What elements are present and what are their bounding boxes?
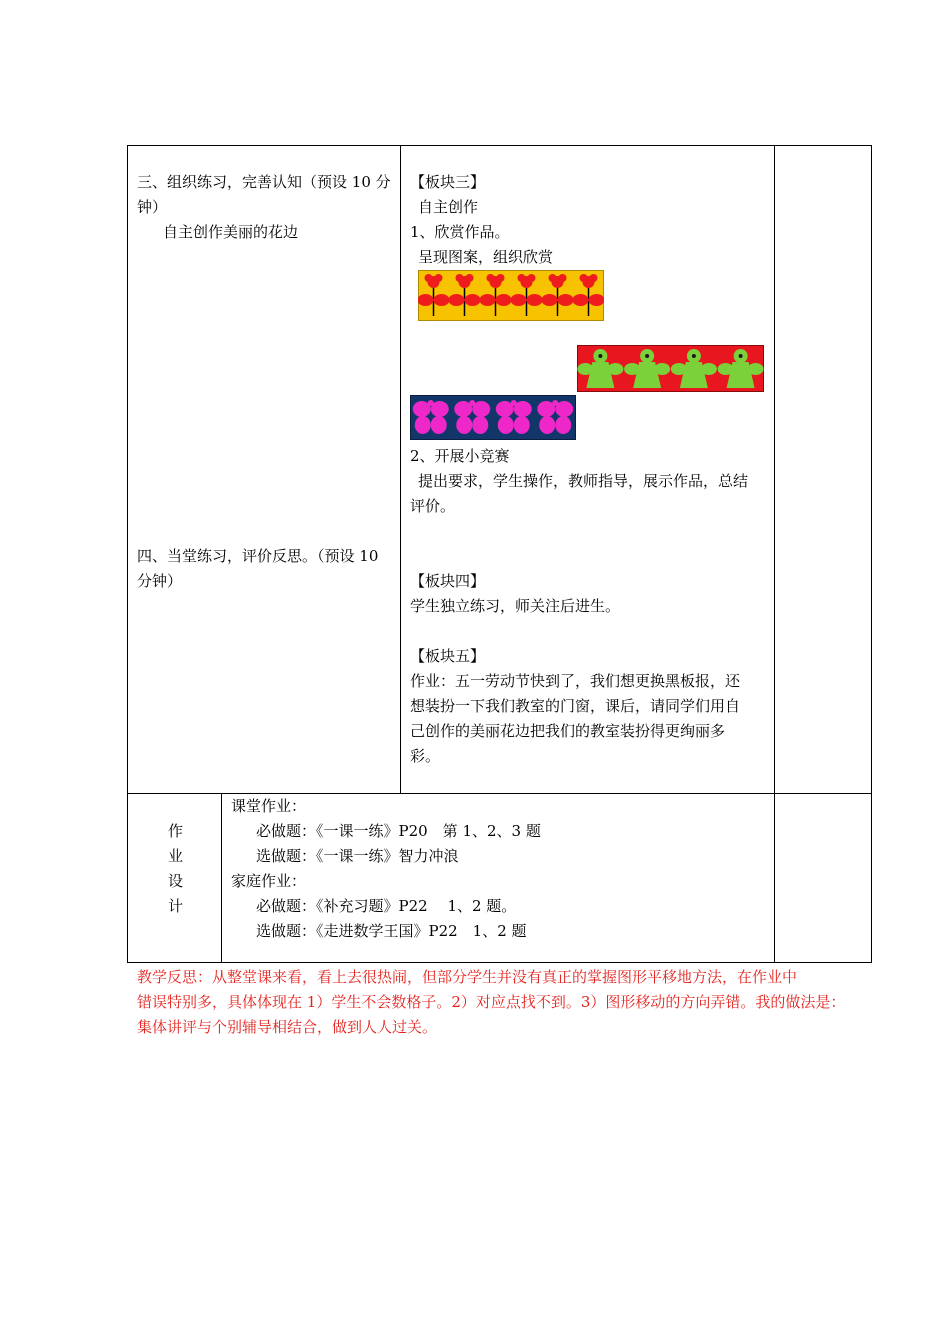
- section3-heading-cont: 钟）: [137, 198, 168, 216]
- table-bottom-border: [127, 962, 872, 963]
- class-required: 必做题：《一课一练》P20 第 1、2、3 题: [256, 822, 541, 840]
- column-divider-1: [400, 145, 401, 793]
- item2-desc-line2: 评价。: [410, 497, 456, 515]
- block5-line4: 彩。: [410, 747, 441, 765]
- class-homework-title: 课堂作业：: [231, 797, 307, 815]
- table-top-border: [127, 145, 872, 146]
- homework-label-char-1: 作: [168, 822, 184, 840]
- reflection-line2: 错误特别多，具体体现在 1）学生不会数格子。2）对应点找不到。3）图形移动的方向弄错。我的做法是：: [137, 993, 846, 1011]
- homework-label-char-4: 计: [168, 897, 184, 915]
- home-required: 必做题：《补充习题》P22 1、2 题。: [256, 897, 517, 915]
- column-divider-2: [774, 145, 775, 963]
- block4-text: 学生独立练习，师关注后进生。: [410, 597, 621, 615]
- item2-label: 2、开展小竞赛: [410, 447, 510, 465]
- block5-line1: 作业：五一劳动节快到了，我们想更换黑板报，还: [410, 672, 741, 690]
- section3-heading: 三、组织练习，完善认知（预设 10 分: [137, 173, 391, 191]
- table-left-border: [127, 145, 128, 963]
- reflection-line3: 集体讲评与个别辅导相结合，做到人人过关。: [137, 1018, 438, 1036]
- figure-border-image: [577, 345, 764, 392]
- item2-desc-line1: 提出要求，学生操作，教师指导，展示作品，总结: [418, 472, 749, 490]
- home-optional: 选做题：《走进数学王国》P22 1、2 题: [256, 922, 527, 940]
- home-homework-title: 家庭作业：: [231, 872, 307, 890]
- block5-line3: 己创作的美丽花边把我们的教室装扮得更绚丽多: [410, 722, 726, 740]
- item1-label: 1、欣赏作品。: [410, 223, 510, 241]
- homework-label-divider: [221, 793, 222, 963]
- section3-subtitle: 自主创作美丽的花边: [163, 223, 299, 241]
- block4-title: 【板块四】: [410, 572, 486, 590]
- flower-border-image: [418, 270, 604, 321]
- homework-label-char-3: 设: [168, 872, 184, 890]
- homework-label-char-2: 业: [168, 847, 184, 865]
- class-optional: 选做题：《一课一练》智力冲浪: [256, 847, 459, 865]
- block3-subtitle: 自主创作: [418, 198, 479, 216]
- table-right-border: [871, 145, 872, 963]
- block3-title: 【板块三】: [410, 173, 486, 191]
- block5-line2: 想装扮一下我们教室的门窗，课后，请同学们用自: [410, 697, 741, 715]
- reflection-line1: 教学反思：从整堂课来看，看上去很热闹，但部分学生并没有真正的掌握图形平移地方法，在作业中: [137, 968, 798, 986]
- section4-heading: 四、当堂练习，评价反思。（预设 10: [137, 547, 379, 565]
- block5-title: 【板块五】: [410, 647, 486, 665]
- item1-description: 呈现图案，组织欣赏: [418, 248, 554, 266]
- butterfly-border-image: [410, 395, 576, 440]
- section4-heading-cont: 分钟）: [137, 572, 183, 590]
